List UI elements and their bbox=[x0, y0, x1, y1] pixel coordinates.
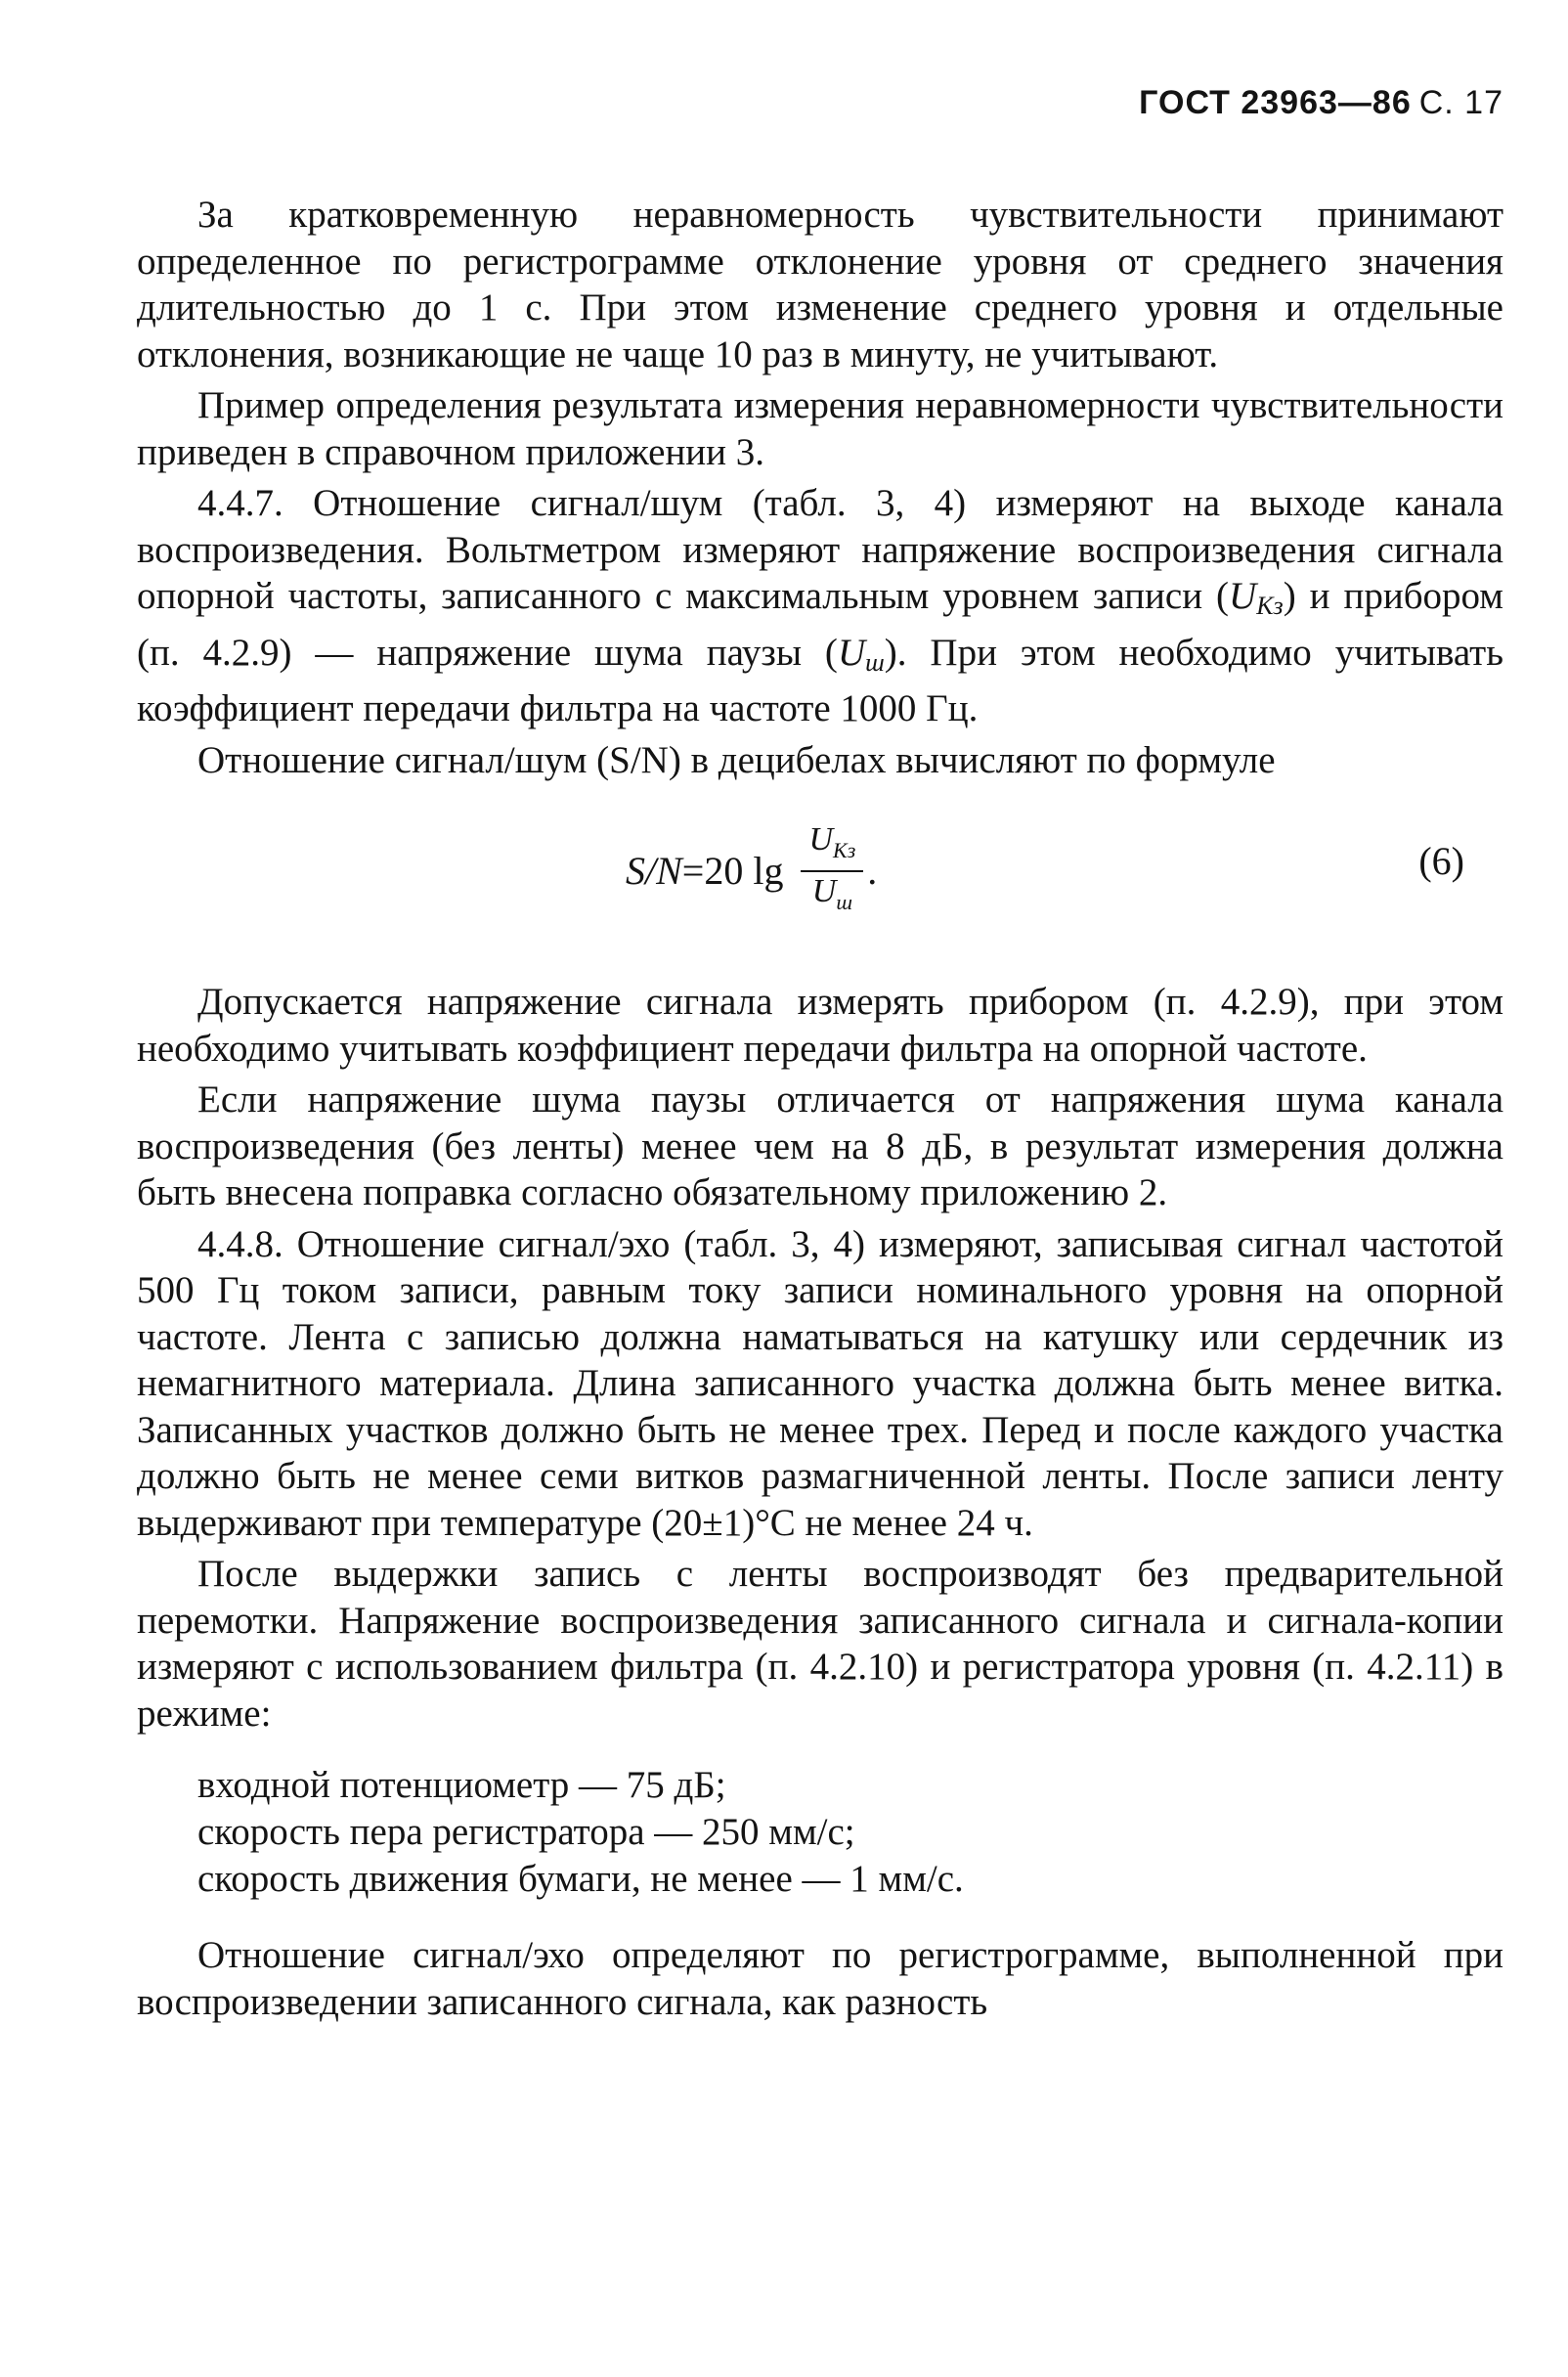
paragraph: Если напряжение шума паузы отличается от напряжения шума канала воспроизведения (без ленты) менее чем на 8 дБ, в результат измерения должна быть внесена поправка согласно обязательному приложению 2. bbox=[137, 1078, 1503, 1213]
paragraph: Пример определения результата измерения неравномерности чувствительности приведен в справочном приложении 3. bbox=[137, 384, 1503, 473]
paragraph-signal-noise bbox=[137, 480, 1503, 732]
formula-period: . bbox=[867, 849, 878, 894]
denominator-subscript: ш bbox=[836, 889, 852, 914]
fraction-numerator bbox=[801, 820, 863, 870]
denominator-symbol: U bbox=[811, 872, 837, 909]
equation-number: (6) bbox=[1418, 839, 1464, 883]
settings-list bbox=[197, 1762, 1503, 1903]
formula-6 bbox=[626, 820, 877, 922]
symbol-u: U bbox=[837, 631, 866, 674]
fraction-denominator bbox=[805, 872, 860, 922]
paragraph-text: ). При этом необходимо учитывать коэффициент передачи фильтра на частоте 1000 Гц. bbox=[137, 631, 1503, 729]
standard-number: ГОСТ 23963—86 bbox=[1139, 84, 1412, 121]
paragraph-closing: Отношение сигнал/эхо определяют по регистрограмме, выполненной при воспроизведении записанного сигнала, как разность bbox=[137, 1934, 1503, 2023]
paragraph: После выдержки запись с ленты воспроизводят без предварительной перемотки. Напряжение воспроизведения записанного сигнала и сигнала-копии измеряют с использованием фильтра (п. 4.2.10) и регистратора уровня (п. 4.2.11) в режиме: bbox=[137, 1553, 1503, 1735]
list-item: скорость пера регистратора — 250 мм/с; bbox=[197, 1811, 855, 1853]
paragraph: Отношение сигнал/шум (S/N) в децибелах вычисляют по формуле bbox=[197, 738, 1276, 781]
formula-fraction bbox=[801, 820, 863, 922]
symbol-subscript: Kз bbox=[1256, 592, 1284, 620]
symbol-subscript: ш bbox=[865, 647, 885, 677]
list-item: скорость движения бумаги, не менее — 1 мм/с. bbox=[197, 1858, 964, 1900]
numerator-symbol: U bbox=[808, 821, 834, 858]
numerator-subscript: Kз bbox=[833, 837, 856, 862]
formula-block bbox=[137, 803, 1503, 949]
paragraph-text: ) и прибором (п. 4.2.9) — напряжение шума паузы ( bbox=[137, 575, 1503, 674]
list-item: входной потенциометр — 75 дБ; bbox=[197, 1764, 726, 1806]
formula-operator: =20 lg bbox=[681, 849, 784, 894]
formula-lhs: S/N bbox=[626, 849, 682, 894]
paragraph: 4.4.8. Отношение сигнал/эхо (табл. 3, 4) измеряют, записывая сигнал частотой 500 Гц током записи, равным току записи номинального уровня на опорной частоте. Лента с записью должна наматываться на катушку или сердечник из немагнитного материала. Длина записанного участка должна быть менее витка. Записанных участков должно быть не менее трех. Перед и после каждого участка должно быть не менее семи витков размагниченной ленты. После записи ленту выдерживают при температуре (20±1)°С не менее 24 ч. bbox=[137, 1222, 1503, 1544]
document-body bbox=[137, 192, 1503, 2030]
paragraph-text: 4.4.7. Отношение сигнал/шум (табл. 3, 4) измеряют на выходе канала воспроизведения. Вольтметром измеряют напряжение воспроизведения сигнала опорной частоты, записанного с максимальным уровнем записи ( bbox=[137, 482, 1503, 617]
paragraph: Допускается напряжение сигнала измерять прибором (п. 4.2.9), при этом необходимо учитывать коэффициент передачи фильтра на опорной частоте. bbox=[137, 981, 1503, 1070]
running-header bbox=[1139, 84, 1503, 122]
symbol-u: U bbox=[1229, 575, 1257, 617]
paragraph: За кратковременную неравномерность чувствительности принимают определенное по регистрограмме отклонение уровня от среднего значения длительностью до 1 с. При этом изменение среднего уровня и отдельные отклонения, возникающие не чаще 10 раз в минуту, не учитывают. bbox=[137, 194, 1503, 375]
page-number: С. 17 bbox=[1418, 84, 1503, 121]
